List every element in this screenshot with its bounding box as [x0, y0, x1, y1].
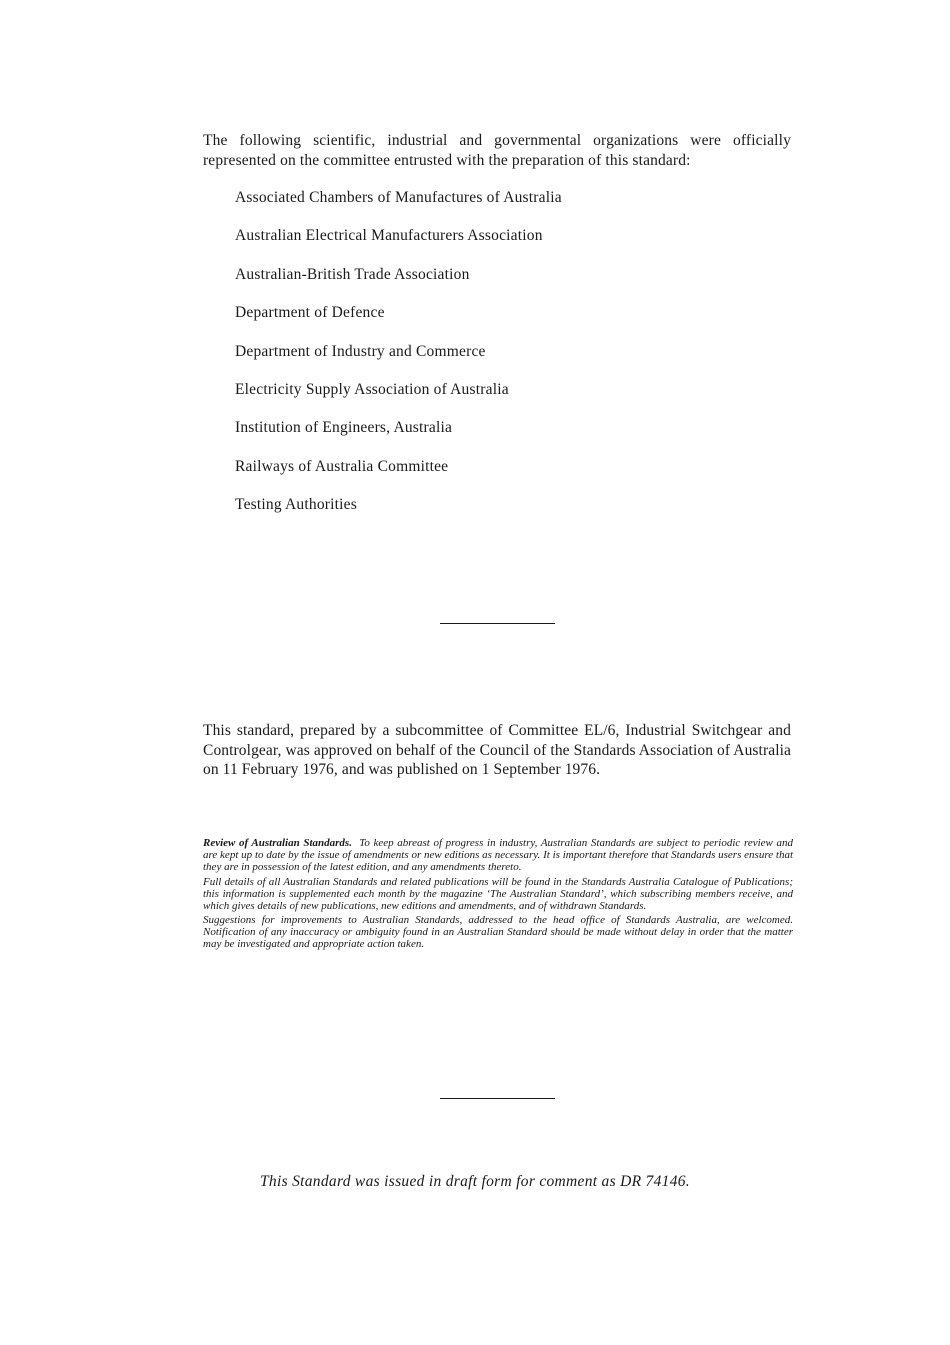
organization-list [235, 188, 562, 534]
review-paragraph-3: Suggestions for improvements to Australian Standards, addressed to the head office of Standards Australia, are welcomed. Notification of any inaccuracy or ambiguity found in an Australian Standard should be made without delay in order that the matter may be investigated and appropriate action taken. [203, 914, 793, 951]
organization-item: Department of Defence [235, 304, 385, 322]
draft-note: This Standard was issued in draft form for comment as DR 74146. [260, 1173, 690, 1190]
organization-item: Railways of Australia Committee [235, 457, 449, 475]
approval-paragraph: This standard, prepared by a subcommittee of Committee EL/6, Industrial Switchgear and Controlgear, was approved on behalf of the Council of the Standards Association of Australia on 11 February 1976, and was published on 1 September 1976. [203, 722, 791, 778]
section-divider [440, 1098, 555, 1099]
organization-item: Electricity Supply Association of Australia [235, 380, 509, 398]
section-divider [440, 623, 555, 624]
organization-item: Institution of Engineers, Australia [235, 419, 453, 437]
organization-item: Department of Industry and Commerce [235, 342, 486, 360]
review-text-1: To keep abreast of progress in industry, Australian Standards are subject to periodic review and are kept up to date by the issue of amendments or new editions as necessary. It is important therefore that Standards users ensure that they are in possession of the latest edition, and any amendments thereto. [203, 837, 793, 873]
organization-item: Testing Authorities [235, 496, 357, 514]
organization-item: Australian Electrical Manufacturers Association [235, 227, 543, 245]
review-paragraph-2: Full details of all Australian Standards and related publications will be found in the Standards Australia Catalogue of Publications; this information is supplemented each month by the magazine ‘The Australian Standard’, which subscribing members receive, and which gives details of new publications, new editions and amendments, and of withdrawn Standards. [203, 875, 793, 912]
organization-item: Australian-British Trade Association [235, 265, 470, 283]
review-heading: Review of Australian Standards. [203, 837, 352, 849]
organization-item: Associated Chambers of Manufactures of Australia [235, 189, 562, 206]
review-paragraph-1 [203, 838, 793, 874]
review-notice [203, 838, 793, 954]
intro-paragraph: The following scientific, industrial and governmental organizations were officially represented on the committee entrusted with the preparation of this standard: [203, 132, 791, 169]
